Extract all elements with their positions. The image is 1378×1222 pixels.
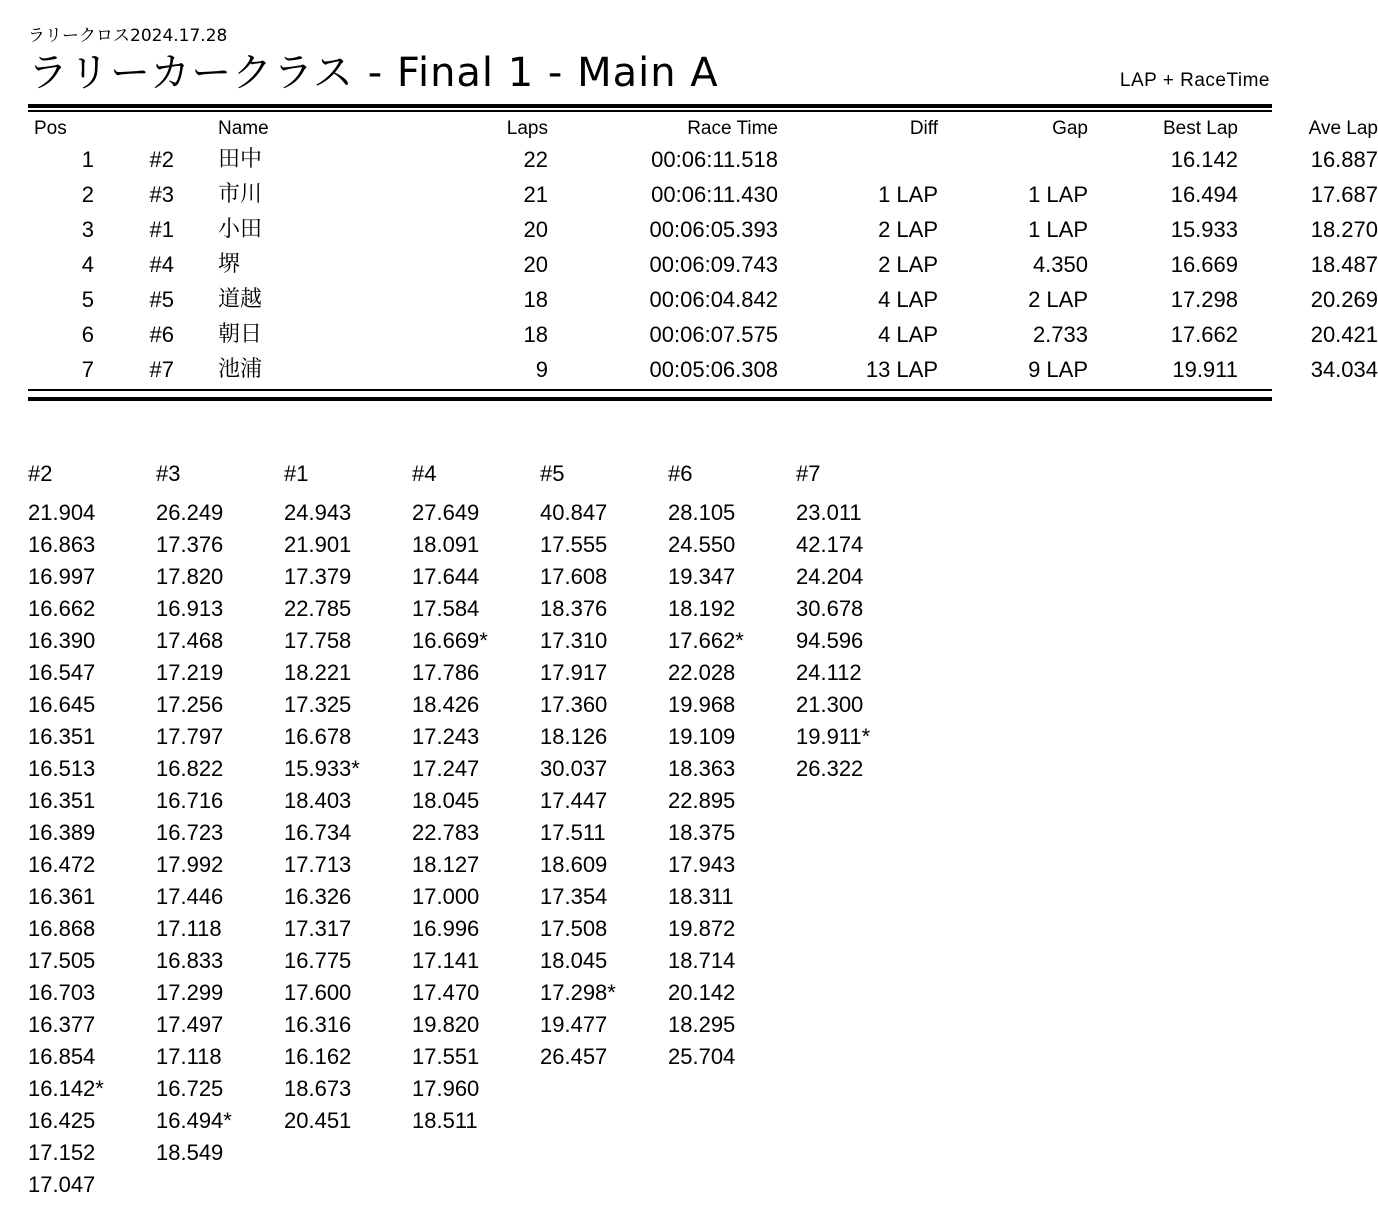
- lap-time-value: 16.361: [28, 884, 96, 909]
- cell-diff: 13 LAP: [865, 357, 938, 382]
- lap-time-value: 16.913: [156, 596, 224, 621]
- lap-time-value: 18.375: [668, 820, 736, 845]
- cell-diff: 4 LAP: [878, 287, 938, 312]
- lap-time-value: 17.317: [284, 916, 352, 941]
- lap-column-car-number: #3: [156, 461, 181, 486]
- cell-diff: 2 LAP: [878, 217, 938, 242]
- results-divider-thick: [28, 397, 1272, 401]
- lap-time-value: 19.347: [668, 564, 736, 589]
- cell-racetime: 00:06:07.575: [649, 322, 778, 347]
- lap-time-value: 17.360: [540, 692, 608, 717]
- lap-time-value: 16.547: [28, 660, 96, 685]
- lap-time-value: 17.446: [156, 884, 224, 909]
- lap-time-value: 22.028: [668, 660, 736, 685]
- lap-time-value: 16.142*: [28, 1076, 104, 1101]
- lap-column-car-number: #2: [28, 461, 53, 486]
- cell-bestlap: 16.494: [1170, 182, 1238, 207]
- lap-time-value: 17.960: [412, 1076, 480, 1101]
- table-row: [28, 317, 1378, 352]
- lap-time-value: 18.127: [412, 852, 480, 877]
- cell-number: #1: [149, 217, 174, 242]
- cell-number: #2: [149, 147, 174, 172]
- lap-time-value: 16.494*: [156, 1108, 232, 1133]
- cell-racetime: 00:06:11.430: [651, 182, 778, 207]
- lap-time-value: 17.758: [284, 628, 352, 653]
- column-header-bestlap: Best Lap: [1163, 118, 1238, 139]
- column-header-diff: Diff: [909, 118, 938, 139]
- lap-time-value: 18.363: [668, 756, 736, 781]
- cell-name: 小田: [218, 217, 263, 242]
- lap-time-value: 16.678: [284, 724, 352, 749]
- lap-time-value: 16.775: [284, 948, 352, 973]
- lap-column: [796, 457, 924, 1201]
- cell-racetime: 00:06:05.393: [649, 217, 778, 242]
- cell-pos: 2: [81, 182, 94, 207]
- cell-avelap: 16.887: [1310, 147, 1378, 172]
- lap-time-value: 18.045: [540, 948, 608, 973]
- lap-column: [540, 457, 668, 1201]
- column-header-pos: Pos: [34, 118, 67, 139]
- lap-time-value: 17.497: [156, 1012, 224, 1037]
- lap-time-value: 94.596: [796, 628, 864, 653]
- lap-time-value: 19.477: [540, 1012, 608, 1037]
- lap-column-car-number: #1: [284, 461, 309, 486]
- lap-time-value: 16.472: [28, 852, 96, 877]
- lap-time-value: 16.863: [28, 532, 96, 557]
- cell-bestlap: 16.142: [1170, 147, 1238, 172]
- lap-time-value: 17.047: [28, 1172, 96, 1197]
- lap-time-value: 17.584: [412, 596, 480, 621]
- lap-time-value: 18.549: [156, 1140, 224, 1165]
- lap-time-value: 42.174: [796, 532, 864, 557]
- lap-time-value: 18.311: [668, 884, 734, 909]
- lap-time-value: 18.426: [412, 692, 480, 717]
- lap-time-value: 16.351: [28, 724, 96, 749]
- cell-pos: 3: [81, 217, 94, 242]
- lap-time-value: 18.376: [540, 596, 608, 621]
- lap-time-value: 18.714: [668, 948, 736, 973]
- lap-time-value: 16.390: [28, 628, 96, 653]
- lap-time-value: 18.511: [412, 1108, 478, 1133]
- lap-time-value: 17.468: [156, 628, 224, 653]
- cell-avelap: 17.687: [1310, 182, 1378, 207]
- lap-time-value: 23.011: [796, 500, 862, 525]
- lap-time-value: 17.786: [412, 660, 480, 685]
- cell-racetime: 00:06:11.518: [651, 147, 778, 172]
- cell-bestlap: 19.911: [1172, 357, 1238, 382]
- lap-time-value: 19.911*: [796, 724, 871, 749]
- lap-time-value: 18.126: [540, 724, 608, 749]
- lap-time-value: 16.662: [28, 596, 96, 621]
- lap-column: [28, 457, 156, 1201]
- cell-laps: 9: [535, 357, 548, 382]
- lap-time-value: 16.513: [28, 756, 96, 781]
- lap-time-value: 16.725: [156, 1076, 224, 1101]
- cell-racetime: 00:06:09.743: [649, 252, 778, 277]
- lap-column: [668, 457, 796, 1201]
- lap-time-value: 18.673: [284, 1076, 352, 1101]
- lap-time-value: 15.933*: [284, 756, 360, 781]
- lap-time-value: 17.662*: [668, 628, 744, 653]
- lap-time-value: 17.992: [156, 852, 224, 877]
- lap-time-value: 16.645: [28, 692, 96, 717]
- lap-time-value: 16.669*: [412, 628, 488, 653]
- lap-time-value: 16.854: [28, 1044, 96, 1069]
- cell-diff: [778, 142, 938, 177]
- lap-time-value: 17.243: [412, 724, 480, 749]
- cell-bestlap: 16.669: [1170, 252, 1238, 277]
- cell-racetime: 00:06:04.842: [649, 287, 778, 312]
- lap-time-value: 16.703: [28, 980, 96, 1005]
- cell-avelap: 18.487: [1310, 252, 1378, 277]
- lap-time-value: 16.377: [28, 1012, 96, 1037]
- cell-bestlap: 17.298: [1170, 287, 1238, 312]
- lap-time-value: 17.508: [540, 916, 608, 941]
- lap-time-value: 17.376: [156, 532, 224, 557]
- lap-time-value: 17.256: [156, 692, 224, 717]
- cell-bestlap: 15.933: [1170, 217, 1238, 242]
- lap-column-car-number: #4: [412, 461, 437, 486]
- lap-time-value: 16.716: [156, 788, 224, 813]
- lap-time-value: 16.326: [284, 884, 352, 909]
- cell-laps: 21: [523, 182, 548, 207]
- lap-time-value: 24.943: [284, 500, 352, 525]
- cell-number: #7: [149, 357, 174, 382]
- cell-name: 市川: [218, 182, 263, 207]
- column-header-number: [94, 112, 192, 142]
- cell-number: #6: [149, 322, 174, 347]
- cell-laps: 22: [523, 147, 548, 172]
- lap-time-value: 17.325: [284, 692, 352, 717]
- table-row: [28, 212, 1378, 247]
- cell-number: #4: [149, 252, 174, 277]
- lap-times-section: [28, 457, 1272, 1201]
- column-header-racetime: Race Time: [687, 118, 778, 139]
- lap-time-value: 17.600: [284, 980, 352, 1005]
- lap-time-value: 18.045: [412, 788, 480, 813]
- lap-time-value: 19.109: [668, 724, 736, 749]
- lap-time-value: 20.142: [668, 980, 736, 1005]
- lap-column-car-number: #5: [540, 461, 565, 486]
- results-table: [28, 112, 1378, 387]
- lap-time-value: 20.451: [284, 1108, 352, 1133]
- lap-time-value: 16.734: [284, 820, 352, 845]
- lap-time-value: 17.797: [156, 724, 224, 749]
- lap-time-value: 17.152: [28, 1140, 96, 1165]
- cell-gap: 9 LAP: [1028, 357, 1088, 382]
- cell-gap: 2 LAP: [1028, 287, 1088, 312]
- lap-time-value: 18.091: [412, 532, 480, 557]
- lap-time-value: 16.162: [284, 1044, 352, 1069]
- lap-time-value: 25.704: [668, 1044, 736, 1069]
- lap-time-value: 18.295: [668, 1012, 736, 1037]
- cell-name: 堺: [218, 252, 241, 277]
- cell-gap: [938, 142, 1088, 177]
- table-row: [28, 352, 1378, 387]
- header-divider-thick: [28, 104, 1272, 108]
- column-header-laps: Laps: [506, 118, 548, 139]
- lap-time-value: 40.847: [540, 500, 608, 525]
- lap-time-value: 17.299: [156, 980, 224, 1005]
- cell-diff: 1 LAP: [878, 182, 938, 207]
- lap-time-value: 19.968: [668, 692, 736, 717]
- lap-time-value: 19.872: [668, 916, 736, 941]
- cell-gap: 2.733: [1032, 322, 1088, 347]
- lap-time-value: 17.470: [412, 980, 480, 1005]
- lap-time-value: 16.425: [28, 1108, 96, 1133]
- column-header-avelap: Ave Lap: [1308, 118, 1378, 139]
- table-row: [28, 177, 1378, 212]
- lap-time-value: 17.141: [412, 948, 480, 973]
- lap-column: [156, 457, 284, 1201]
- lap-time-value: 16.997: [28, 564, 96, 589]
- lap-time-value: 22.895: [668, 788, 736, 813]
- lap-time-value: 30.678: [796, 596, 864, 621]
- cell-avelap: 20.269: [1310, 287, 1378, 312]
- lap-time-value: 22.783: [412, 820, 480, 845]
- column-header-gap: Gap: [1052, 118, 1088, 139]
- lap-time-value: 18.192: [668, 596, 736, 621]
- cell-laps: 20: [523, 217, 548, 242]
- lap-column-car-number: #7: [796, 461, 821, 486]
- lap-time-value: 16.723: [156, 820, 224, 845]
- lap-time-value: 22.785: [284, 596, 352, 621]
- cell-pos: 5: [81, 287, 94, 312]
- report-type-label: LAP + RaceTime: [1119, 70, 1270, 91]
- lap-time-value: 17.608: [540, 564, 608, 589]
- lap-time-value: 27.649: [412, 500, 480, 525]
- lap-time-value: 16.868: [28, 916, 96, 941]
- lap-time-value: 21.300: [796, 692, 864, 717]
- lap-time-value: 18.403: [284, 788, 352, 813]
- lap-time-value: 16.833: [156, 948, 224, 973]
- cell-pos: 4: [81, 252, 94, 277]
- lap-column: [284, 457, 412, 1201]
- lap-time-value: 24.550: [668, 532, 736, 557]
- lap-time-value: 17.917: [540, 660, 608, 685]
- lap-time-value: 17.555: [540, 532, 608, 557]
- lap-time-value: 17.118: [156, 1044, 222, 1069]
- lap-time-value: 17.511: [540, 820, 606, 845]
- cell-pos: 6: [81, 322, 94, 347]
- cell-avelap: 20.421: [1310, 322, 1378, 347]
- lap-time-value: 18.609: [540, 852, 608, 877]
- lap-time-value: 17.551: [412, 1044, 480, 1069]
- cell-number: #3: [149, 182, 174, 207]
- cell-avelap: 34.034: [1310, 357, 1378, 382]
- lap-time-value: 19.820: [412, 1012, 480, 1037]
- lap-time-value: 18.221: [284, 660, 352, 685]
- lap-column-car-number: #6: [668, 461, 693, 486]
- lap-time-value: 17.000: [412, 884, 480, 909]
- lap-time-value: 17.644: [412, 564, 480, 589]
- lap-time-value: 16.389: [28, 820, 96, 845]
- cell-gap: 4.350: [1032, 252, 1088, 277]
- lap-time-value: 17.118: [156, 916, 222, 941]
- cell-bestlap: 17.662: [1170, 322, 1238, 347]
- lap-time-value: 17.820: [156, 564, 224, 589]
- lap-time-value: 17.943: [668, 852, 736, 877]
- cell-gap: 1 LAP: [1028, 182, 1088, 207]
- lap-time-value: 17.379: [284, 564, 352, 589]
- table-row: [28, 142, 1378, 177]
- lap-time-value: 17.298*: [540, 980, 616, 1005]
- event-name: ラリークロス2024.17.28: [28, 26, 228, 46]
- lap-time-value: 17.310: [540, 628, 608, 653]
- lap-column: [412, 457, 540, 1201]
- table-row: [28, 247, 1378, 282]
- lap-time-value: 21.904: [28, 500, 96, 525]
- lap-time-value: 16.822: [156, 756, 224, 781]
- lap-time-value: 16.316: [284, 1012, 352, 1037]
- cell-laps: 18: [523, 322, 548, 347]
- cell-laps: 18: [523, 287, 548, 312]
- lap-time-value: 17.247: [412, 756, 480, 781]
- lap-time-value: 17.447: [540, 788, 608, 813]
- lap-time-value: 26.249: [156, 500, 224, 525]
- cell-diff: 2 LAP: [878, 252, 938, 277]
- lap-time-value: 30.037: [540, 756, 608, 781]
- table-row: [28, 282, 1378, 317]
- cell-racetime: 00:05:06.308: [649, 357, 778, 382]
- cell-pos: 7: [81, 357, 94, 382]
- cell-name: 池浦: [218, 357, 263, 382]
- cell-number: #5: [149, 287, 174, 312]
- lap-time-value: 16.351: [28, 788, 96, 813]
- page-title: ラリーカークラス - Final 1 - Main A: [28, 50, 719, 96]
- lap-time-value: 17.505: [28, 948, 96, 973]
- lap-time-value: 17.713: [284, 852, 352, 877]
- cell-avelap: 18.270: [1310, 217, 1378, 242]
- lap-time-value: 24.204: [796, 564, 864, 589]
- lap-times-grid: [28, 457, 1272, 1201]
- lap-time-value: 21.901: [284, 532, 352, 557]
- column-header-name: Name: [218, 118, 269, 139]
- cell-name: 田中: [218, 147, 263, 172]
- cell-diff: 4 LAP: [878, 322, 938, 347]
- results-divider-thin: [28, 389, 1272, 391]
- lap-time-value: 26.457: [540, 1044, 608, 1069]
- results-header-row: [28, 112, 1378, 142]
- lap-time-value: 17.354: [540, 884, 608, 909]
- lap-time-value: 28.105: [668, 500, 736, 525]
- lap-time-value: 26.322: [796, 756, 864, 781]
- lap-time-value: 16.996: [412, 916, 480, 941]
- title-row: [28, 48, 1272, 98]
- cell-name: 道越: [218, 287, 263, 312]
- lap-time-value: 24.112: [796, 660, 862, 685]
- cell-gap: 1 LAP: [1028, 217, 1088, 242]
- lap-time-value: 17.219: [156, 660, 224, 685]
- cell-laps: 20: [523, 252, 548, 277]
- cell-pos: 1: [81, 147, 94, 172]
- cell-name: 朝日: [218, 322, 263, 347]
